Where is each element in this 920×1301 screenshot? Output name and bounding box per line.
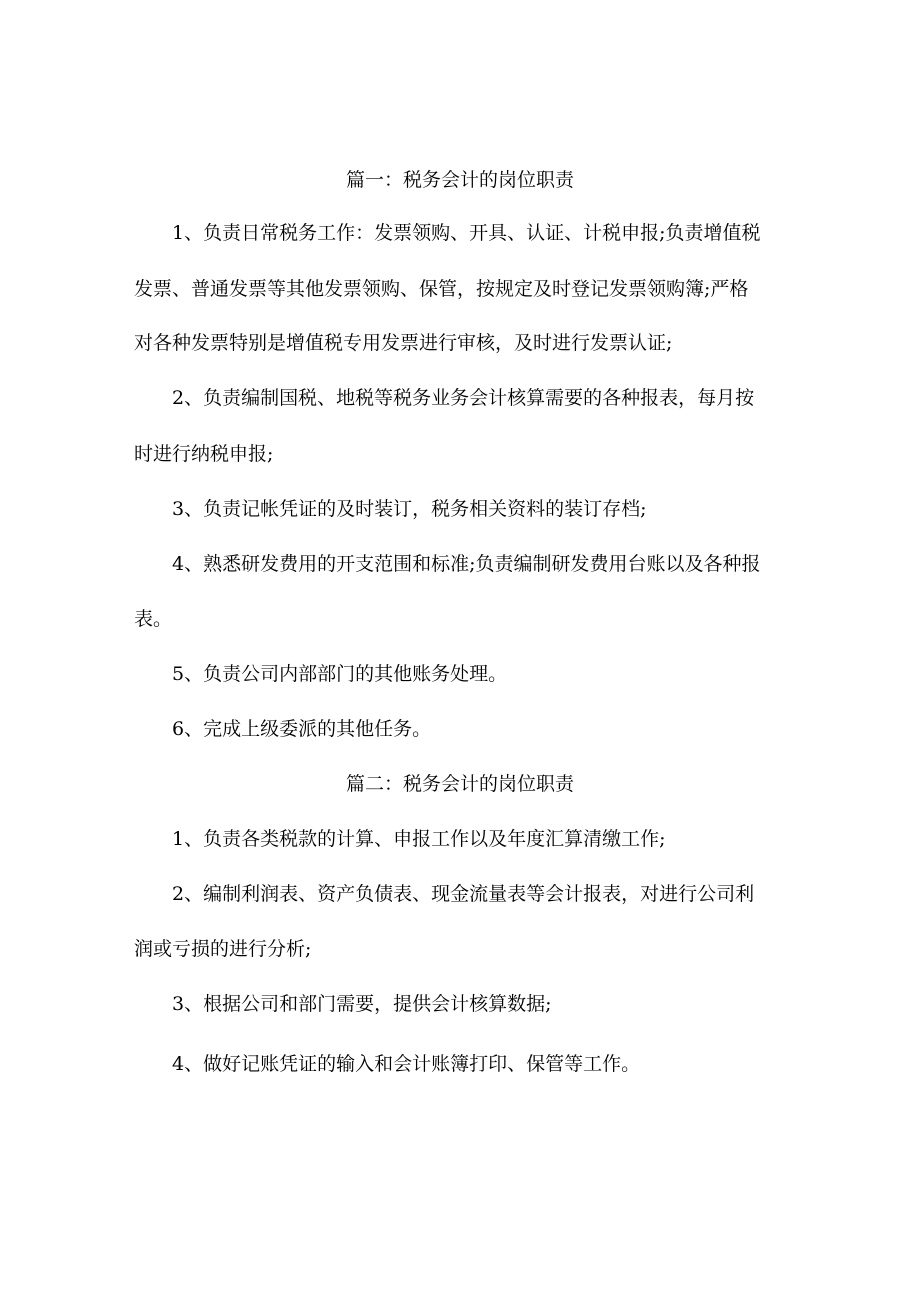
section-1-item-5-line-1: 5、负责公司内部部门的其他账务处理。 bbox=[172, 663, 508, 685]
section-2-item-3-line-1: 3、根据公司和部门需要，提供会计核算数据; bbox=[172, 993, 552, 1015]
section-1-item-6-line-1: 6、完成上级委派的其他任务。 bbox=[172, 718, 432, 740]
section-1-item-1-line-3: 对各种发票特别是增值税专用发票进行审核，及时进行发票认证; bbox=[134, 332, 673, 354]
section-1-item-2-line-2: 时进行纳税申报; bbox=[134, 443, 274, 465]
section-2-item-2-line-2: 润或亏损的进行分析; bbox=[134, 938, 312, 960]
section-1-item-4-line-1: 4、熟悉研发费用的开支范围和标准;负责编制研发费用台账以及各种报 bbox=[172, 553, 761, 575]
section-1-item-1-line-2: 发票、普通发票等其他发票领购、保管，按规定及时登记发票领购簿;严格 bbox=[134, 278, 749, 300]
section-2-title: 篇二：税务会计的岗位职责 bbox=[345, 773, 574, 795]
section-1-item-3-line-1: 3、负责记帐凭证的及时装订，税务相关资料的装订存档; bbox=[172, 498, 647, 520]
section-1-item-4-line-2: 表。 bbox=[134, 608, 173, 630]
section-2-item-2-line-1: 2、编制利润表、资产负债表、现金流量表等会计报表，对进行公司利 bbox=[172, 883, 755, 905]
section-2-item-4-line-1: 4、做好记账凭证的输入和会计账簿打印、保管等工作。 bbox=[172, 1053, 641, 1075]
section-1-item-2-line-1: 2、负责编制国税、地税等税务业务会计核算需要的各种报表，每月按 bbox=[172, 387, 755, 409]
section-1-item-1-line-1: 1、负责日常税务工作：发票领购、开具、认证、计税申报;负责增值税 bbox=[172, 222, 761, 244]
section-1-title: 篇一：税务会计的岗位职责 bbox=[345, 169, 574, 191]
section-2-item-1-line-1: 1、负责各类税款的计算、申报工作以及年度汇算清缴工作; bbox=[172, 828, 666, 850]
